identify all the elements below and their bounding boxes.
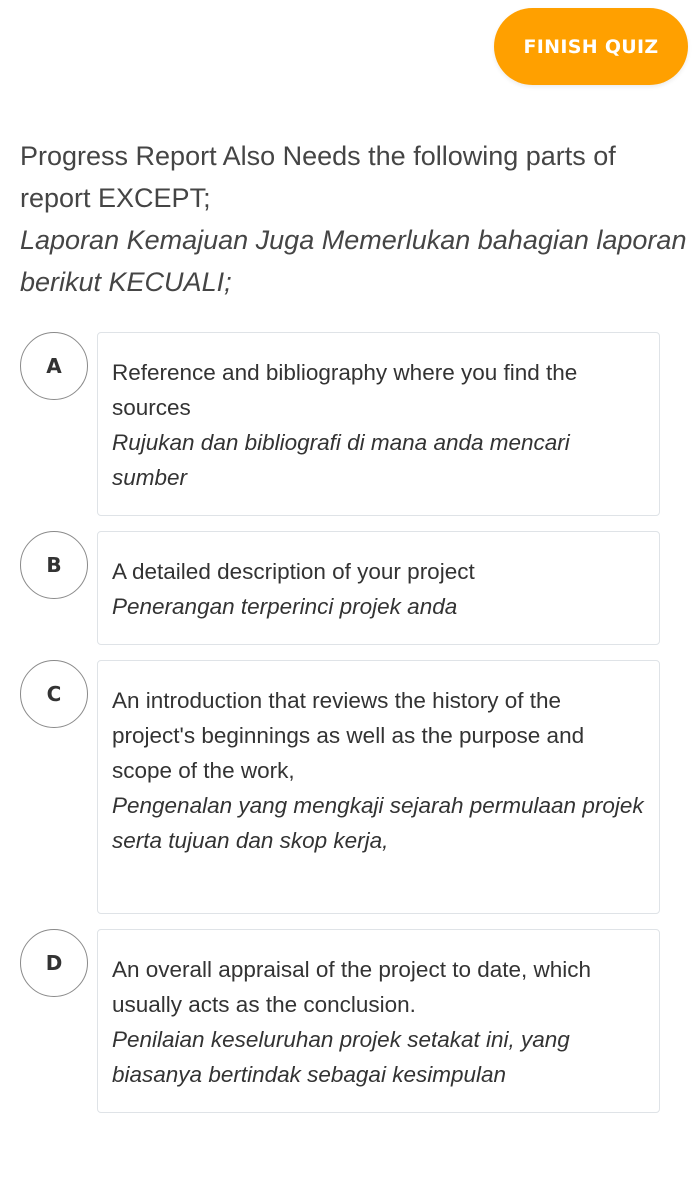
- option-text-malay: Penerangan terperinci projek anda: [112, 594, 458, 619]
- question-text-malay: Laporan Kemajuan Juga Memerlukan bahagian laporan berikut KECUALI;: [20, 225, 687, 297]
- option-text-malay: Pengenalan yang mengkaji sejarah permulaan projek serta tujuan dan skop kerja,: [112, 793, 644, 853]
- option-card[interactable]: [97, 332, 660, 516]
- option-text-english: Reference and bibliography where you find the sources: [112, 360, 578, 420]
- option-text-malay: Rujukan dan bibliografi di mana anda mencari sumber: [112, 430, 570, 490]
- option-text-english: A detailed description of your project: [112, 559, 475, 584]
- option-letter-badge[interactable]: B: [20, 531, 88, 599]
- option-text-english: An introduction that reviews the history of the project's beginnings as well as the purpose and scope of the work,: [112, 688, 585, 783]
- option-card[interactable]: [97, 660, 660, 914]
- option-card[interactable]: [97, 531, 660, 645]
- option-text-english: An overall appraisal of the project to date, which usually acts as the conclusion.: [112, 957, 592, 1017]
- question-text: [20, 135, 692, 303]
- option-card[interactable]: [97, 929, 660, 1113]
- option-letter-badge[interactable]: D: [20, 929, 88, 997]
- option-text-malay: Penilaian keseluruhan projek setakat ini, yang biasanya bertindak sebagai kesimpulan: [112, 1027, 570, 1087]
- finish-quiz-button[interactable]: FINISH QUIZ: [494, 8, 688, 85]
- question-text-english: Progress Report Also Needs the following parts of report EXCEPT;: [20, 141, 616, 213]
- option-letter-badge[interactable]: A: [20, 332, 88, 400]
- option-letter-badge[interactable]: C: [20, 660, 88, 728]
